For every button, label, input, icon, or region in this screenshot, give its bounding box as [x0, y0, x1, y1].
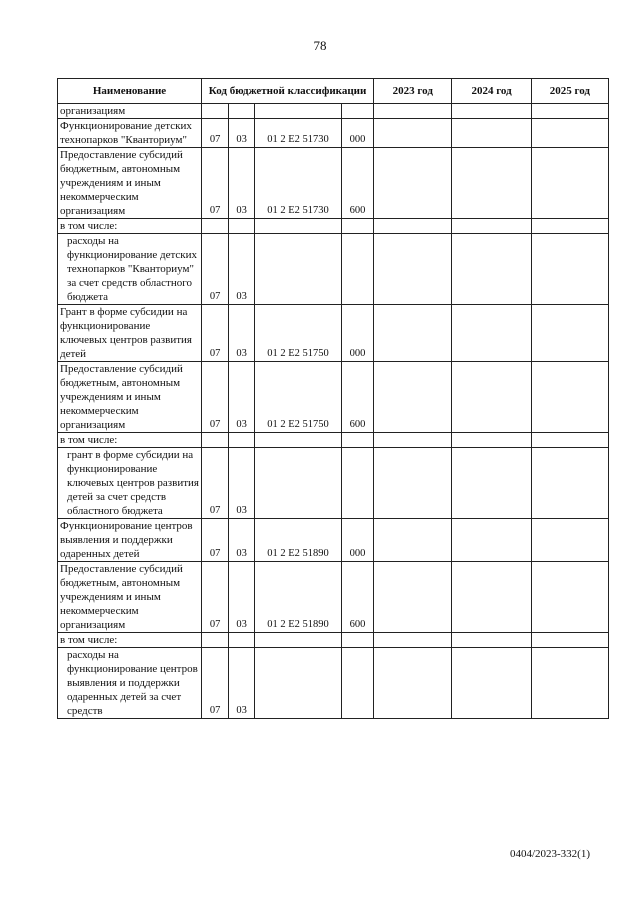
row-target-article: 01 2 E2 51750 [255, 362, 342, 433]
header-code: Код бюджетной классификации [202, 79, 374, 104]
table-row [58, 148, 609, 219]
row-target-article [255, 433, 342, 448]
row-expense-type [341, 219, 373, 234]
row-target-article [255, 448, 342, 519]
row-2025 [531, 234, 608, 305]
row-section: 07 [202, 234, 229, 305]
row-name: расходы на функционирование центров выявления и поддержки одаренных детей за счет средств [58, 648, 202, 719]
row-2025 [531, 448, 608, 519]
row-2023 [374, 305, 452, 362]
row-section [202, 433, 229, 448]
row-2023 [374, 519, 452, 562]
row-expense-type: 000 [341, 519, 373, 562]
row-name: в том числе: [58, 219, 202, 234]
row-subsection [229, 633, 255, 648]
row-2023 [374, 448, 452, 519]
row-target-article [255, 648, 342, 719]
row-2025 [531, 119, 608, 148]
row-name: организациям [58, 104, 202, 119]
row-2024 [452, 433, 531, 448]
row-2024 [452, 633, 531, 648]
row-name: в том числе: [58, 633, 202, 648]
table-row [58, 305, 609, 362]
row-section: 07 [202, 148, 229, 219]
row-section: 07 [202, 562, 229, 633]
row-target-article [255, 234, 342, 305]
row-subsection [229, 433, 255, 448]
row-expense-type [341, 433, 373, 448]
document-code: 0404/2023-332(1) [509, 848, 590, 860]
row-subsection: 03 [229, 519, 255, 562]
row-target-article [255, 633, 342, 648]
row-name: Функционирование центров выявления и поддержки одаренных детей [58, 519, 202, 562]
budget-table [57, 78, 609, 719]
row-2023 [374, 648, 452, 719]
header-2023: 2023 год [374, 79, 452, 104]
row-name: Грант в форме субсидии на функционирование ключевых центров развития детей [58, 305, 202, 362]
table-header-row [58, 79, 609, 104]
row-2025 [531, 362, 608, 433]
row-subsection [229, 104, 255, 119]
row-section: 07 [202, 448, 229, 519]
table-row [58, 119, 609, 148]
row-expense-type [341, 234, 373, 305]
row-name: Предоставление субсидий бюджетным, автономным учреждениям и иным некоммерческим организациям [58, 362, 202, 433]
row-subsection [229, 219, 255, 234]
row-2025 [531, 633, 608, 648]
row-2025 [531, 433, 608, 448]
table-row [58, 648, 609, 719]
row-2024 [452, 148, 531, 219]
row-section [202, 104, 229, 119]
row-section: 07 [202, 648, 229, 719]
row-2025 [531, 148, 608, 219]
row-section: 07 [202, 305, 229, 362]
header-2024: 2024 год [452, 79, 531, 104]
row-2023 [374, 433, 452, 448]
table-row [58, 234, 609, 305]
table-row [58, 362, 609, 433]
row-expense-type [341, 448, 373, 519]
row-2025 [531, 562, 608, 633]
row-expense-type [341, 104, 373, 119]
row-name: Функционирование детских технопарков "Кванториум" [58, 119, 202, 148]
row-expense-type [341, 648, 373, 719]
header-2025: 2025 год [531, 79, 608, 104]
table-row [58, 633, 609, 648]
table-row [58, 448, 609, 519]
row-2024 [452, 648, 531, 719]
row-2023 [374, 104, 452, 119]
table-row [58, 433, 609, 448]
row-subsection: 03 [229, 648, 255, 719]
row-2024 [452, 562, 531, 633]
row-subsection: 03 [229, 119, 255, 148]
row-2023 [374, 362, 452, 433]
table-row [58, 219, 609, 234]
page-number: 78 [313, 38, 327, 53]
row-2023 [374, 633, 452, 648]
row-2023 [374, 234, 452, 305]
row-2023 [374, 219, 452, 234]
row-subsection: 03 [229, 148, 255, 219]
row-target-article [255, 104, 342, 119]
row-section: 07 [202, 362, 229, 433]
row-target-article [255, 219, 342, 234]
row-subsection: 03 [229, 448, 255, 519]
row-section: 07 [202, 519, 229, 562]
row-2025 [531, 519, 608, 562]
row-2024 [452, 119, 531, 148]
row-target-article: 01 2 E2 51750 [255, 305, 342, 362]
row-subsection: 03 [229, 305, 255, 362]
row-expense-type: 000 [341, 119, 373, 148]
row-target-article: 01 2 E2 51890 [255, 519, 342, 562]
row-2023 [374, 119, 452, 148]
row-expense-type: 600 [341, 362, 373, 433]
row-section [202, 219, 229, 234]
row-2023 [374, 148, 452, 219]
row-name: Предоставление субсидий бюджетным, автономным учреждениям и иным некоммерческим организациям [58, 562, 202, 633]
row-2023 [374, 562, 452, 633]
row-2025 [531, 305, 608, 362]
row-2024 [452, 519, 531, 562]
row-name: грант в форме субсидии на функционирование ключевых центров развития детей за счет средств областного бюджета [58, 448, 202, 519]
row-2025 [531, 104, 608, 119]
row-2024 [452, 234, 531, 305]
row-expense-type: 000 [341, 305, 373, 362]
table-row [58, 519, 609, 562]
row-expense-type [341, 633, 373, 648]
row-name: расходы на функционирование детских технопарков "Кванториум" за счет средств областного бюджета [58, 234, 202, 305]
row-name: Предоставление субсидий бюджетным, автономным учреждениям и иным некоммерческим организациям [58, 148, 202, 219]
row-subsection: 03 [229, 562, 255, 633]
row-subsection: 03 [229, 362, 255, 433]
row-2025 [531, 648, 608, 719]
row-2024 [452, 362, 531, 433]
row-name: в том числе: [58, 433, 202, 448]
row-2025 [531, 219, 608, 234]
row-2024 [452, 305, 531, 362]
row-expense-type: 600 [341, 562, 373, 633]
row-target-article: 01 2 E2 51730 [255, 119, 342, 148]
row-2024 [452, 448, 531, 519]
row-target-article: 01 2 E2 51890 [255, 562, 342, 633]
table-row [58, 562, 609, 633]
row-expense-type: 600 [341, 148, 373, 219]
row-target-article: 01 2 E2 51730 [255, 148, 342, 219]
row-2024 [452, 104, 531, 119]
header-name: Наименование [58, 79, 202, 104]
table-row [58, 104, 609, 119]
row-subsection: 03 [229, 234, 255, 305]
row-section [202, 633, 229, 648]
row-section: 07 [202, 119, 229, 148]
row-2024 [452, 219, 531, 234]
